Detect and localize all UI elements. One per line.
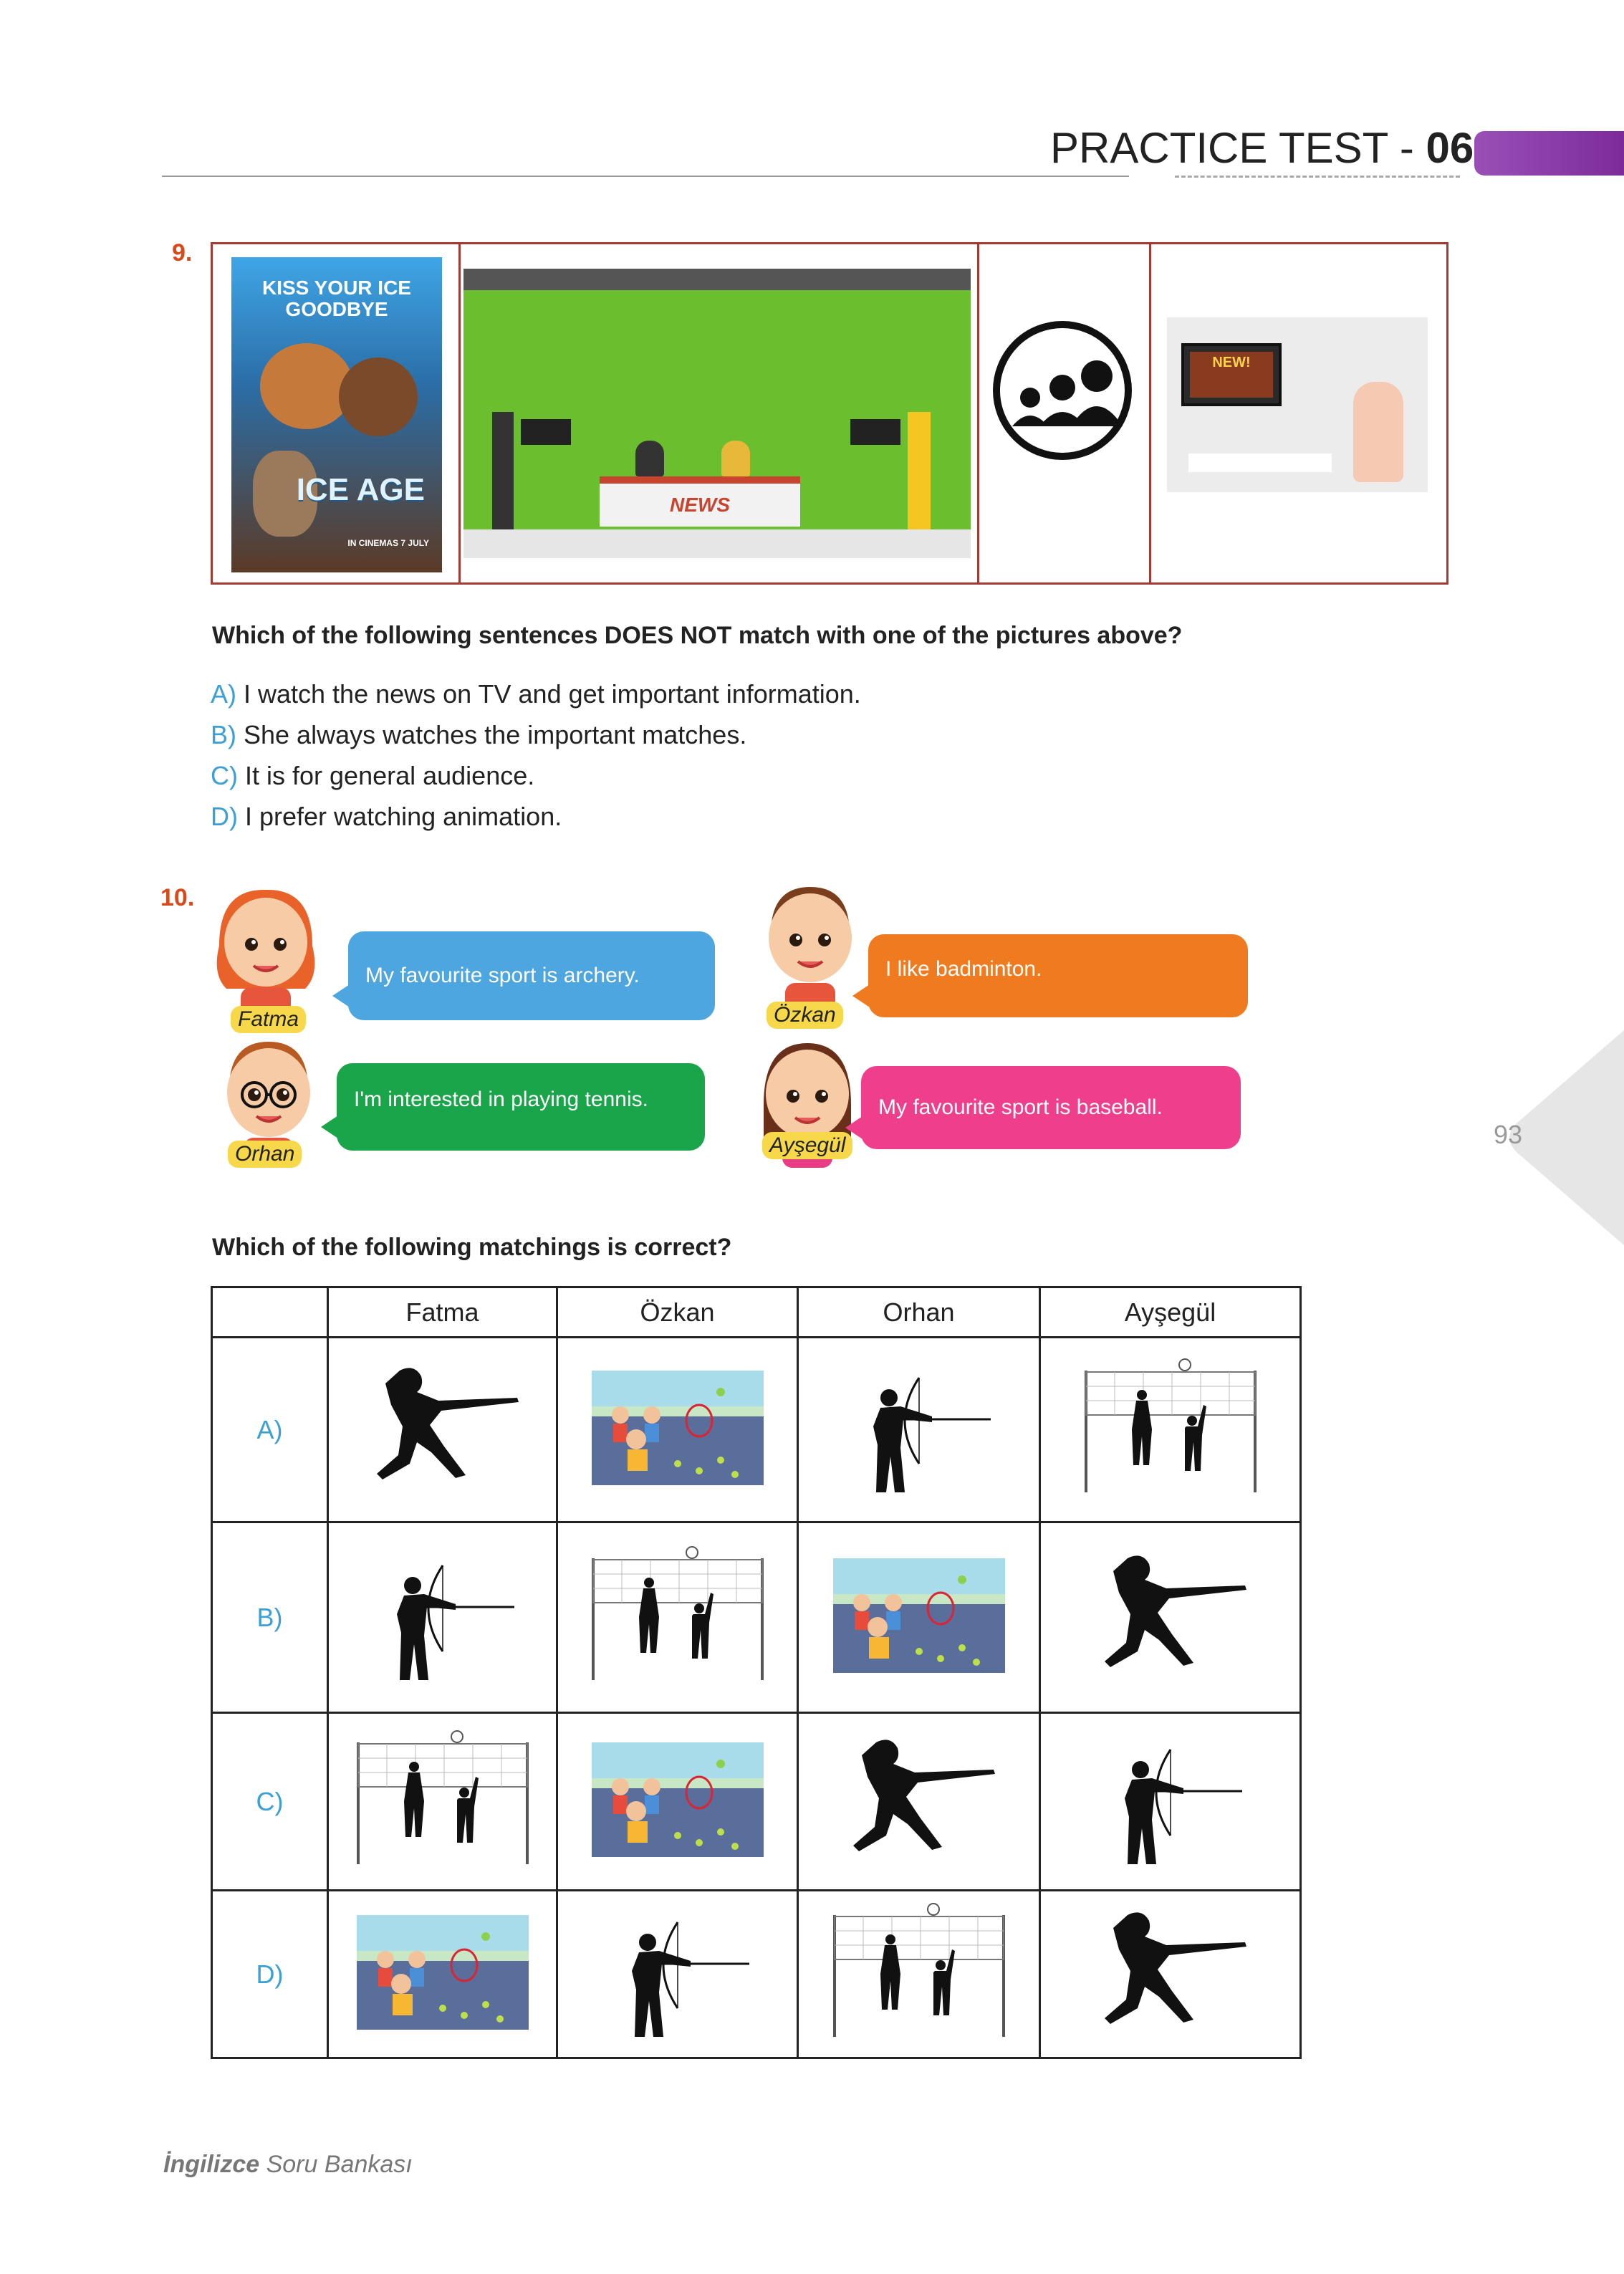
archery-icon: [1040, 1713, 1301, 1891]
tennis-icon: [328, 1891, 557, 2058]
table-row-a[interactable]: [212, 1338, 1301, 1522]
poster-title: KISS YOUR ICE GOODBYE: [262, 277, 411, 320]
news-desk: NEWS: [600, 476, 800, 527]
news-anchor: [721, 441, 750, 476]
watching-tv-photo: [1167, 317, 1428, 492]
audience-icon-cell: [979, 244, 1151, 582]
row-label: C): [212, 1713, 328, 1891]
table-corner: [212, 1287, 328, 1338]
movie-poster-cell: [213, 244, 461, 582]
baseball-icon: [1040, 1522, 1301, 1713]
baseball-icon: [1040, 1891, 1301, 2058]
tv-set: NEW!: [1181, 343, 1282, 406]
ozkan-name-tag: Özkan: [767, 1002, 843, 1029]
studio-camera: [521, 419, 571, 445]
camera-operator: [492, 412, 514, 534]
option-d[interactable]: D) I prefer watching animation.: [211, 802, 562, 831]
movie-poster: [231, 257, 442, 572]
badminton-icon: [798, 1891, 1040, 2058]
poster-character: [260, 343, 353, 429]
question-10-text: Which of the following matchings is correct?: [212, 1234, 732, 1261]
archery-icon: [328, 1522, 557, 1713]
camera-operator: [908, 412, 931, 534]
table-row-d[interactable]: [212, 1891, 1301, 2058]
news-studio: [463, 269, 971, 558]
question-9-text: Which of the following sentences DOES NOT match with one of the pictures above?: [212, 622, 1183, 649]
page-number: 93: [1494, 1120, 1523, 1149]
column-header: Özkan: [557, 1287, 798, 1338]
studio-camera: [850, 419, 900, 445]
question-9-options: [211, 673, 861, 837]
question-number-9: 9.: [172, 239, 193, 267]
badminton-icon: [557, 1522, 798, 1713]
poster-tagline: IN CINEMAS 7 JULY: [347, 538, 429, 548]
fatma-name-tag: Fatma: [231, 1006, 306, 1033]
archery-icon: [557, 1891, 798, 2058]
header-dash: [1175, 176, 1460, 178]
baseball-icon: [328, 1338, 557, 1522]
table-header-row: [212, 1287, 1301, 1338]
aysegul-speech-bubble: My favourite sport is baseball.: [861, 1066, 1241, 1149]
poster-character: [339, 358, 418, 436]
fatma-avatar: [212, 888, 319, 1017]
poster-logo: ICE AGE: [296, 472, 425, 507]
baseball-icon: [798, 1713, 1040, 1891]
header-accent-bar: [1474, 131, 1624, 176]
ozkan-speech-bubble: I like badminton.: [868, 934, 1248, 1017]
table-row-c[interactable]: [212, 1713, 1301, 1891]
row-label: B): [212, 1522, 328, 1713]
option-a[interactable]: A) I watch the news on TV and get important information.: [211, 679, 861, 709]
badminton-icon: [1040, 1338, 1301, 1522]
tennis-icon: [557, 1338, 798, 1522]
row-label: A): [212, 1338, 328, 1522]
footer-book-title: İngilizce Soru Bankası: [163, 2151, 413, 2178]
option-b[interactable]: B) She always watches the important matches.: [211, 720, 747, 749]
question-number-10: 10.: [160, 884, 195, 911]
row-label: D): [212, 1891, 328, 2058]
watching-tv-cell: [1151, 244, 1446, 582]
matching-table: [211, 1286, 1302, 2059]
ozkan-avatar: [756, 884, 864, 1013]
option-c[interactable]: C) It is for general audience.: [211, 761, 535, 790]
column-header: Ayşegül: [1040, 1287, 1301, 1338]
badminton-icon: [328, 1713, 557, 1891]
orhan-speech-bubble: I'm interested in playing tennis.: [337, 1063, 705, 1151]
audience-icon: [991, 319, 1134, 462]
column-header: Fatma: [328, 1287, 557, 1338]
tennis-icon: [798, 1522, 1040, 1713]
table-row-b[interactable]: [212, 1522, 1301, 1713]
archery-icon: [798, 1338, 1040, 1522]
orhan-name-tag: Orhan: [228, 1141, 302, 1168]
page-title: PRACTICE TEST - 06: [1050, 124, 1474, 172]
header-rule: [162, 176, 1129, 177]
tennis-icon: [557, 1713, 798, 1891]
column-header: Orhan: [798, 1287, 1040, 1338]
fatma-speech-bubble: My favourite sport is archery.: [348, 931, 715, 1020]
news-anchor: [635, 441, 664, 476]
picture-strip: [211, 242, 1448, 585]
girl-watching: [1353, 382, 1403, 482]
news-studio-cell: [461, 244, 979, 582]
aysegul-name-tag: Ayşegül: [762, 1132, 852, 1159]
